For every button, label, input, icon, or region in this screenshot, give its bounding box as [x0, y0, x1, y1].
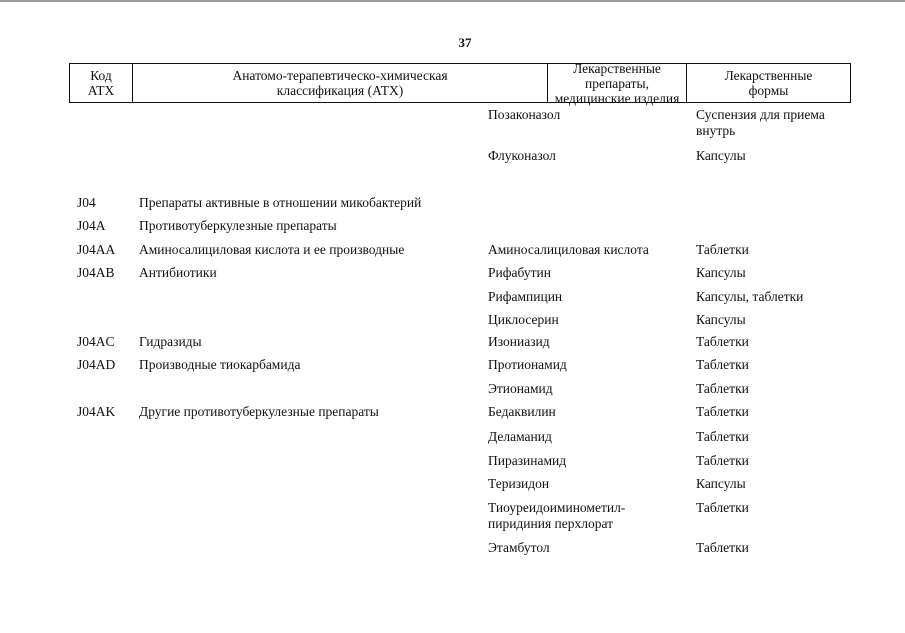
table-row-form: Таблетки	[696, 500, 749, 515]
table-row-code: J04AA	[77, 242, 116, 257]
table-row-classification: Противотуберкулезные препараты	[139, 218, 337, 233]
table-row-classification: Антибиотики	[139, 265, 217, 280]
table-row-form: Таблетки	[696, 453, 749, 468]
table-row-code: J04AB	[77, 265, 115, 280]
table-row-drug: Аминосалициловая кислота	[488, 242, 649, 257]
table-row-drug: Рифабутин	[488, 265, 551, 280]
table-row-form: Капсулы	[696, 265, 746, 280]
table-row-drug: Этионамид	[488, 381, 553, 396]
table-row-drug: Теризидон	[488, 476, 550, 491]
table-row-form: Капсулы	[696, 148, 746, 163]
table-row-drug: Этамбутол	[488, 540, 550, 555]
table-row-drug: Тиоуреидоиминометил-пиридиния перхлорат	[488, 500, 626, 531]
table-row-drug: Деламанид	[488, 429, 552, 444]
table-row-form: Таблетки	[696, 357, 749, 372]
header-drugs: Лекарственные препараты, медицинские изделия	[548, 64, 687, 102]
table-row-drug: Изониазид	[488, 334, 550, 349]
table-row-code: J04	[77, 195, 96, 210]
table-row-code: J04AD	[77, 357, 116, 372]
table-row-classification: Другие противотуберкулезные препараты	[139, 404, 379, 419]
table-row-code: J04A	[77, 218, 106, 233]
table-row-form: Таблетки	[696, 429, 749, 444]
table-row-drug: Рифампицин	[488, 289, 563, 304]
top-border	[0, 0, 905, 2]
table-row-code: J04AC	[77, 334, 115, 349]
table-row-form: Таблетки	[696, 540, 749, 555]
table-row-classification: Аминосалициловая кислота и ее производные	[139, 242, 405, 257]
table-row-form: Капсулы, таблетки	[696, 289, 804, 304]
table-row-drug: Позаконазол	[488, 107, 561, 122]
table-row-form: Капсулы	[696, 476, 746, 491]
table-row-code: J04AK	[77, 404, 116, 419]
table-row-drug: Флуконазол	[488, 148, 556, 163]
header-code: Код АТХ	[70, 64, 133, 102]
header-forms: Лекарственные формы	[724, 68, 813, 98]
table-row-classification: Препараты активные в отношении микобактерий	[139, 195, 422, 210]
table-row-form: Таблетки	[696, 242, 749, 257]
table-row-classification: Гидразиды	[139, 334, 202, 349]
table-row-drug: Бедаквилин	[488, 404, 556, 419]
header-classification: Анатомо-терапевтическо-химическая классификация (АТХ)	[133, 64, 548, 102]
table-row-form: Таблетки	[696, 381, 749, 396]
table-row-form: Таблетки	[696, 404, 749, 419]
table-row-form: Капсулы	[696, 312, 746, 327]
table-row-drug: Протионамид	[488, 357, 567, 372]
table-row-form: Таблетки	[696, 334, 749, 349]
page-number: 37	[458, 35, 472, 50]
table-row-classification: Производные тиокарбамида	[139, 357, 301, 372]
table-row-drug: Пиразинамид	[488, 453, 567, 468]
table-header	[69, 60, 851, 106]
table-row-form: Суспензия для приема внутрь	[696, 107, 825, 138]
table-row-drug: Циклосерин	[488, 312, 559, 327]
